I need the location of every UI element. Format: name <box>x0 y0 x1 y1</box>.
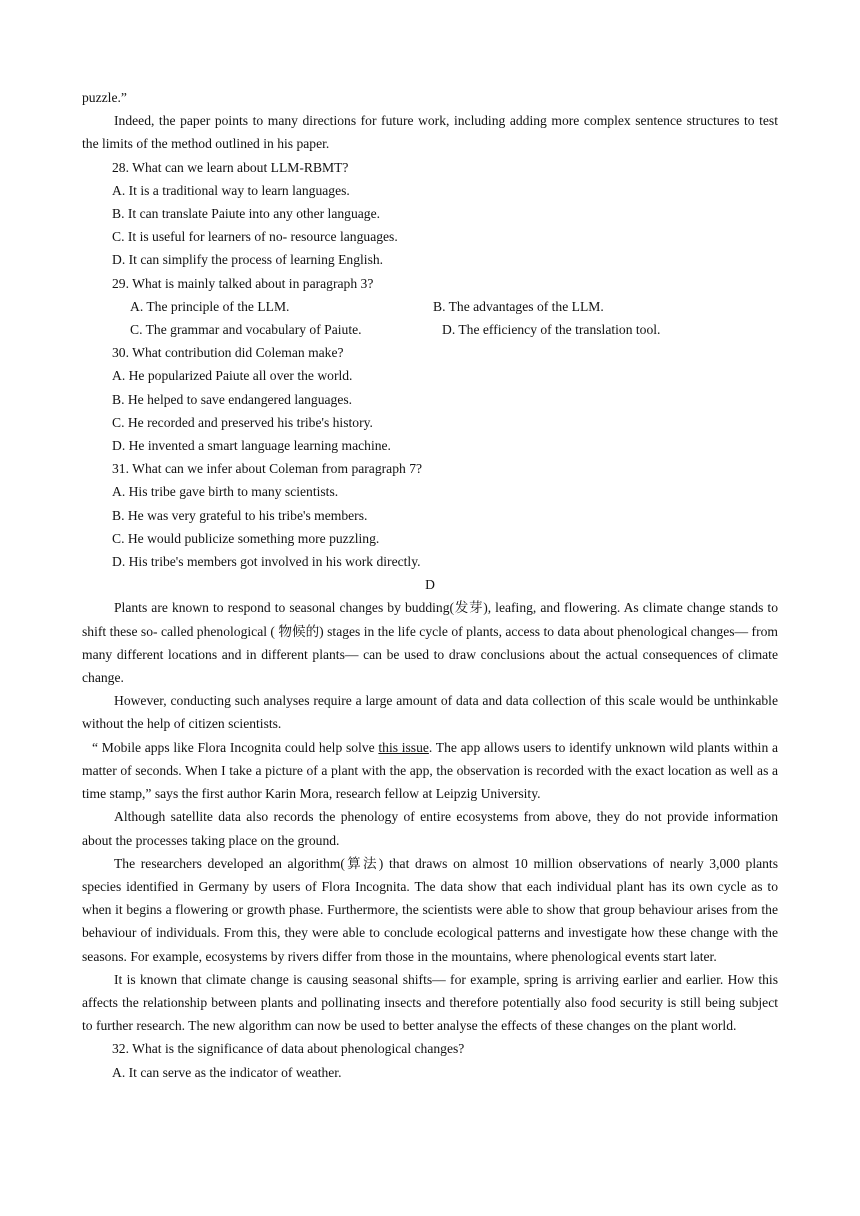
passage-d-paragraph-2: However, conducting such analyses require a large amount of data and data collection of this scale would be unthinkable without the help of citizen scientists. <box>82 693 778 732</box>
question-30-option-b: B. He helped to save endangered languages. <box>112 391 353 407</box>
page-content <box>82 86 778 1084</box>
question-29-option-a: A. The principle of the LLM. <box>130 298 290 314</box>
section-heading-d: D <box>425 577 435 593</box>
question-28-option-d: D. It can simplify the process of learning English. <box>112 252 384 268</box>
question-30-option-a: A. He popularized Paiute all over the world. <box>112 368 353 384</box>
question-30-option-c: C. He recorded and preserved his tribe's history. <box>112 414 373 430</box>
question-31-option-d: D. His tribe's members got involved in his work directly. <box>112 554 421 570</box>
passage-d-paragraph-5: The researchers developed an algorithm(算法) that draws on almost 10 million observations of nearly 3,000 plants species identified in Germany by users of Flora Incognita. The data show that each individual plant has its own cycle as to when it begins a flowering or growth phase. Furthermore, the scientists were able to show that group behaviour arises from the behaviour of individuals. From this, they were able to conclude ecological patterns and investigate how these change with the seasons. For example, ecosystems by rivers differ from those in the mountains, where phenological events start later. <box>82 855 778 964</box>
question-28-option-b: B. It can translate Paiute into any other language. <box>112 206 381 222</box>
question-31-option-c: C. He would publicize something more puzzling. <box>112 530 380 546</box>
question-32 <box>82 1037 778 1083</box>
question-29-option-d: D. The efficiency of the translation tool. <box>442 322 661 338</box>
passage-d-paragraph-1: Plants are known to respond to seasonal changes by budding(发芽), leafing, and flowering. As climate change stands to shift these so- called phenological ( 物候的) stages in the life cycle of plants, access to data about phenological changes— from many different locations and in different plants— can be used to draw conclusions about the actual consequences of climate change. <box>82 600 778 686</box>
carryover-text: puzzle.” <box>82 90 127 105</box>
question-31-stem: 31. What can we infer about Coleman from paragraph 7? <box>112 461 423 477</box>
question-29-stem: 29. What is mainly talked about in paragraph 3? <box>112 275 374 291</box>
question-30-stem: 30. What contribution did Coleman make? <box>112 345 344 361</box>
question-32-option-a: A. It can serve as the indicator of weather. <box>112 1064 342 1080</box>
passage-d-paragraph-3 <box>82 736 778 806</box>
question-32-stem: 32. What is the significance of data about phenological changes? <box>112 1041 465 1057</box>
question-28-option-a: A. It is a traditional way to learn languages. <box>112 182 350 198</box>
underlined-phrase: this issue <box>378 739 429 755</box>
question-28-stem: 28. What can we learn about LLM-RBMT? <box>112 159 349 175</box>
passage-d-paragraph-4: Although satellite data also records the phenology of entire ecosystems from above, they do not provide information about the processes taking place on the ground. <box>82 809 778 848</box>
paragraph-indeed: Indeed, the paper points to many directions for future work, including adding more complex sentence structures to test the limits of the method outlined in his paper. <box>82 113 778 152</box>
question-29-options-row-2 <box>82 318 778 341</box>
question-29-option-c: C. The grammar and vocabulary of Paiute. <box>130 322 362 338</box>
question-31-option-a: A. His tribe gave birth to many scientists. <box>112 484 339 500</box>
question-29-options-row-1 <box>82 295 778 318</box>
paragraph-3-text-start: “ Mobile apps like Flora Incognita could help solve <box>92 739 379 755</box>
paragraph-3-text-end: . The app allows users to identify unknown wild plants within a matter of seconds. When I take a picture of a plant with the app, the observation is recorded with the exact location as well as a time stamp,” says the first author Karin Mora, research fellow at Leipzig University. <box>82 739 778 802</box>
question-28 <box>82 156 778 272</box>
question-31-option-b: B. He was very grateful to his tribe's members. <box>112 507 368 523</box>
passage-d-paragraph-6: It is known that climate change is causing seasonal shifts— for example, spring is arriving earlier and earlier. How this affects the relationship between plants and pollinating insects and therefore potentially also food security is still being subject to further research. The new algorithm can now be used to better analyse the effects of these changes on the plant world. <box>82 971 778 1034</box>
question-28-option-c: C. It is useful for learners of no- resource languages. <box>112 229 398 245</box>
passage-d <box>82 596 778 1037</box>
question-30 <box>82 341 778 457</box>
question-29-option-b: B. The advantages of the LLM. <box>433 298 604 314</box>
question-31 <box>82 457 778 573</box>
question-29 <box>82 272 778 342</box>
question-30-option-d: D. He invented a smart language learning machine. <box>112 438 391 454</box>
